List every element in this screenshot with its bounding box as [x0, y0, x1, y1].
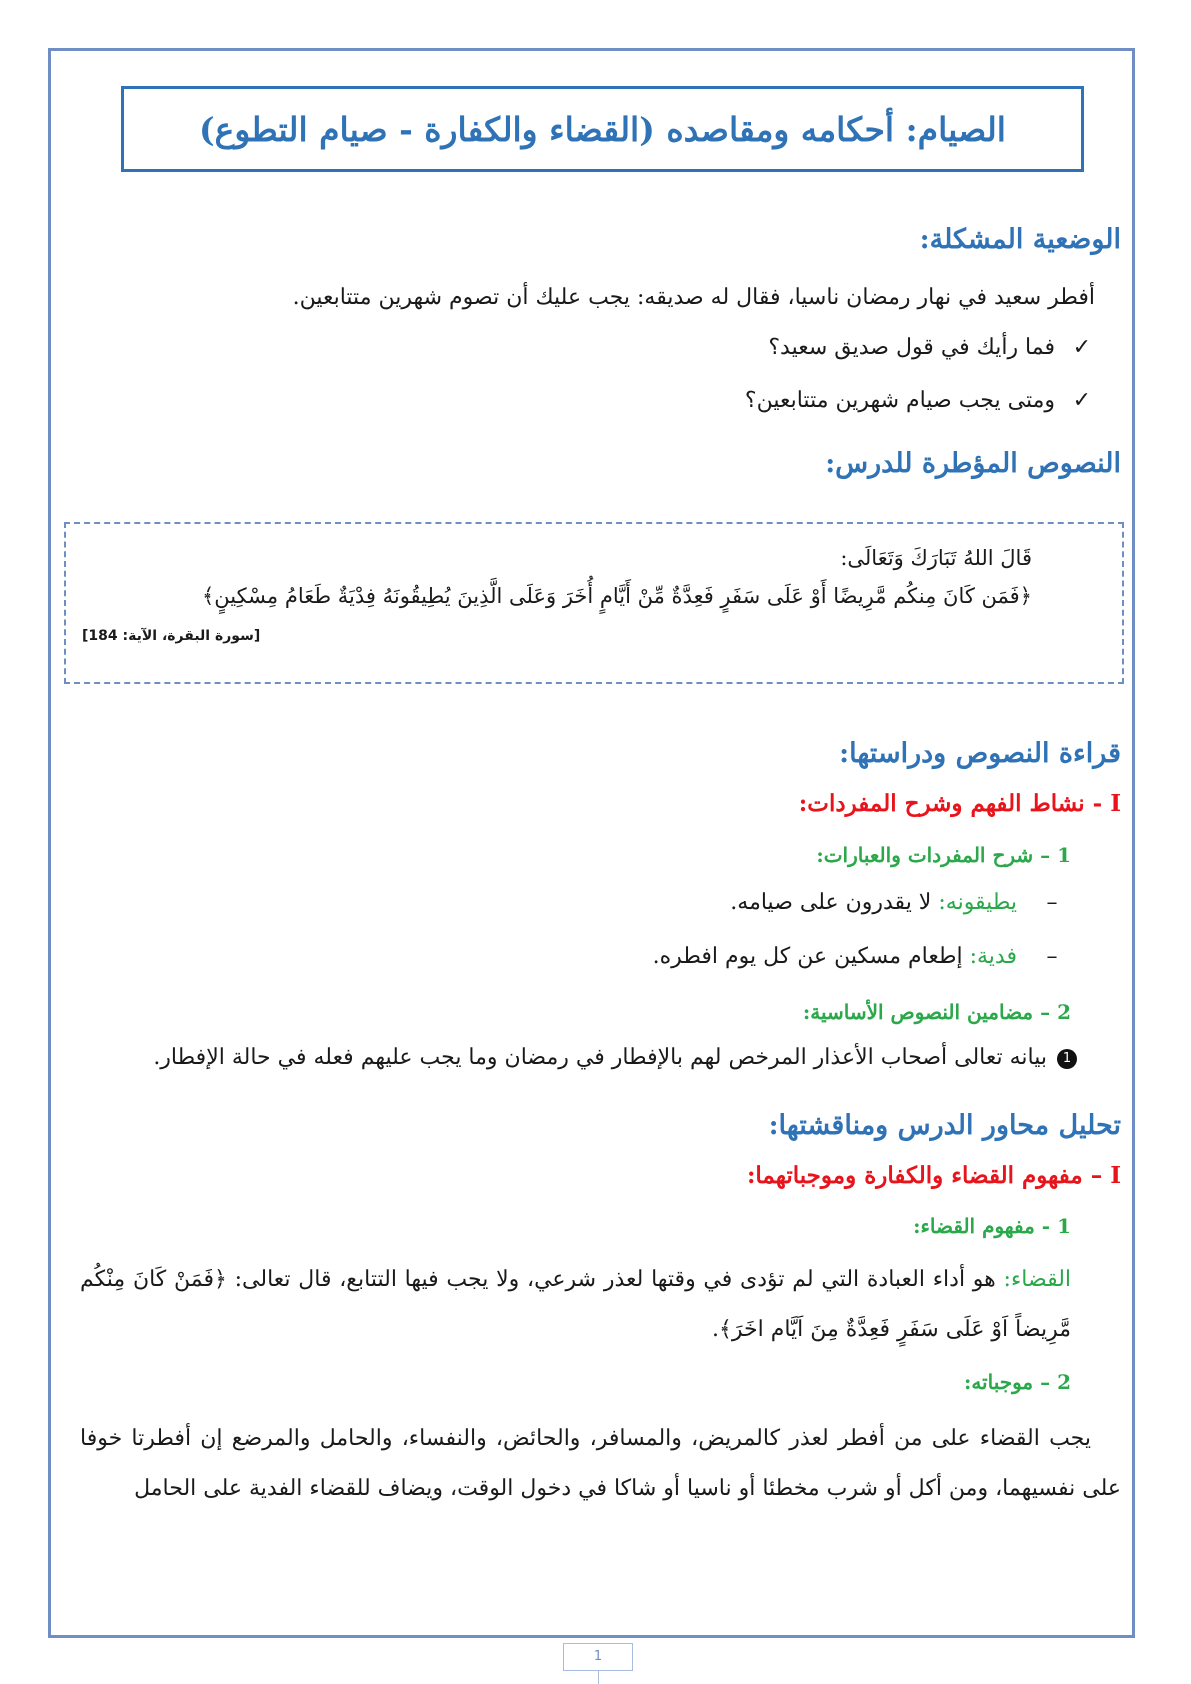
- problem-heading: الوضعية المشكلة:: [919, 224, 1121, 255]
- check-icon: ✓: [1072, 335, 1091, 360]
- activity-heading: I - نشاط الفهم وشرح المفردات:: [798, 790, 1121, 817]
- vocab-definition: لا يقدرون على صيامه.: [730, 890, 932, 915]
- reading-heading: قراءة النصوص ودراستها:: [839, 738, 1121, 769]
- texts-heading: النصوص المؤطرة للدرس:: [825, 448, 1121, 479]
- concept-text: هو أداء العبادة التي لم تؤدى في وقتها لعذر شرعي، ولا يجب فيها التتابع، قال تعالى: ﴿فَمَنْ كَانَ مِنْكُم مَّرِيضاً اَوْ عَلَى سَفَرٍ فَعِدَّةٌ مِنَ اَيَّام اخَرَ﴾.: [80, 1267, 1071, 1342]
- page-title: الصيام: أحكامه ومقاصده (القضاء والكفارة - صيام التطوع): [199, 109, 1006, 149]
- vocab-definition: إطعام مسكين عن كل يوم افطره.: [652, 944, 963, 969]
- concept-heading: 1 - مفهوم القضاء:: [913, 1214, 1071, 1238]
- page-number: 1: [563, 1643, 633, 1671]
- vocab-term: يطيقونه:: [938, 890, 1017, 915]
- title-box: [121, 86, 1084, 172]
- question-text: فما رأيك في قول صديق سعيد؟: [768, 335, 1055, 360]
- vocab-term: فدية:: [969, 944, 1017, 969]
- theme-item: [70, 1045, 1077, 1070]
- vocab-item: [70, 890, 1067, 915]
- question-2: [70, 388, 1091, 413]
- vocab-heading: 1 – شرح المفردات والعبارات:: [816, 843, 1071, 867]
- dash-marker: –: [1046, 944, 1058, 969]
- page-number-stem: [598, 1671, 599, 1684]
- theme-text: بيانه تعالى أصحاب الأعذار المرخص لهم بالإفطار في رمضان وما يجب عليهم فعله في حالة الإفطار.: [153, 1045, 1047, 1070]
- dash-marker: –: [1046, 890, 1058, 915]
- concept-term: القضاء:: [1003, 1267, 1072, 1292]
- analysis-heading: تحليل محاور الدرس ومناقشتها:: [768, 1110, 1121, 1141]
- vocab-item: [70, 944, 1067, 969]
- causes-paragraph: يجب القضاء على من أفطر لعذر كالمريض، والمسافر، والحائض، والنفساء، والحامل والمرضع إن أفطرتا خوفا على نفسيهما، ومن أكل أو شرب مخطئا أو ناسيا أو شاكا في دخول الوقت، ويضاف للقضاء الفدية على الحامل: [80, 1426, 1121, 1501]
- themes-heading: 2 – مضامين النصوص الأساسية:: [802, 1000, 1071, 1024]
- concept-paragraph: [80, 1255, 1071, 1355]
- bullet-number-icon: 1: [1057, 1049, 1077, 1069]
- section-heading: I – مفهوم القضاء والكفارة وموجباتهما:: [746, 1162, 1121, 1189]
- quote-box: [64, 522, 1124, 684]
- causes-heading: 2 – موجباته:: [963, 1370, 1071, 1394]
- verse-intro: قَالَ اللهُ تَبَارَكَ وَتَعَالَى:: [840, 546, 1032, 570]
- question-text: ومتى يجب صيام شهرين متتابعين؟: [744, 388, 1055, 413]
- problem-text: أفطر سعيد في نهار رمضان ناسيا، فقال له صديقه: يجب عليك أن تصوم شهرين متتابعين.: [292, 285, 1095, 310]
- question-1: [70, 335, 1091, 360]
- verse-reference: [سورة البقرة، الآية: 184]: [82, 628, 261, 644]
- quran-verse: ﴿فَمَن كَانَ مِنكُم مَّرِيضًا أَوْ عَلَى سَفَرٍ فَعِدَّةٌ مِّنْ أَيَّامٍ أُخَرَ وَعَلَى الَّذِينَ يُطِيقُونَهُ فِدْيَةٌ طَعَامُ مِسْكِينٍ﴾: [201, 584, 1032, 608]
- check-icon: ✓: [1072, 388, 1091, 413]
